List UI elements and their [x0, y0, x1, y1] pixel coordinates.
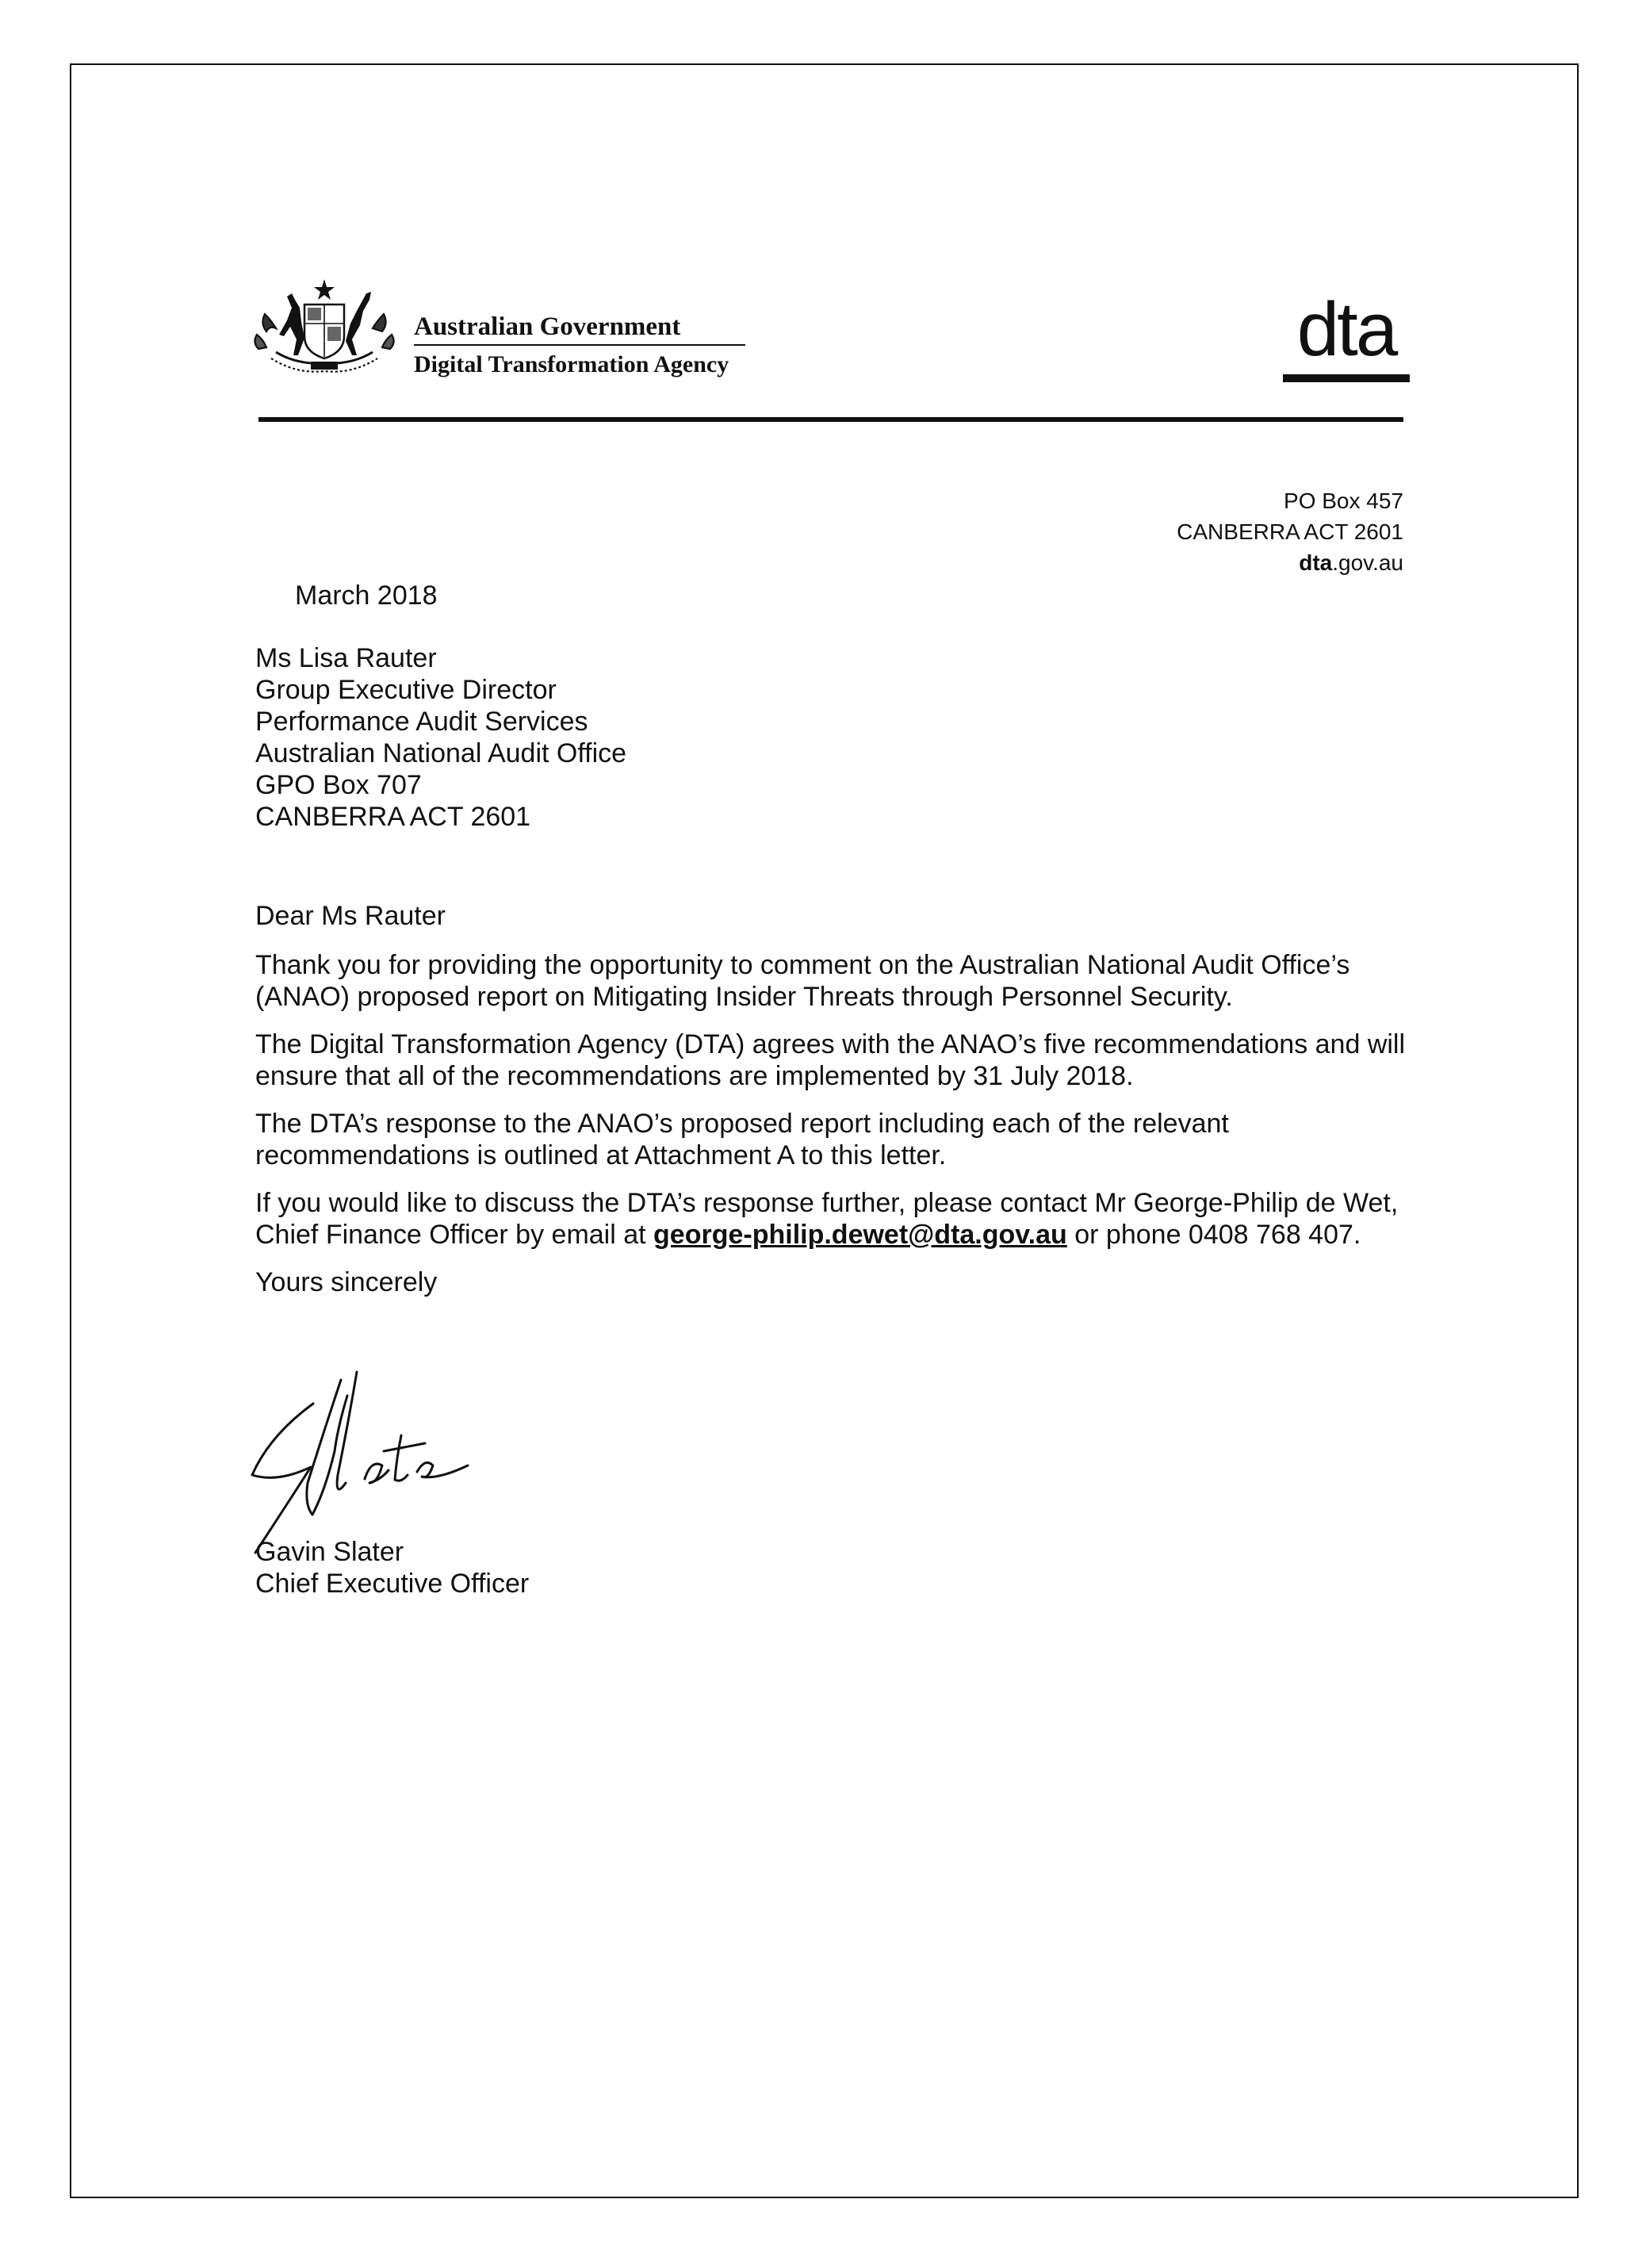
letterhead-divider [414, 344, 745, 346]
website-rest: .gov.au [1332, 550, 1403, 575]
paragraph-1: Thank you for providing the opportunity to comment on the Australian National Audit Office’s (ANAO) proposed report on Mitigating Insider Threats through Personnel Security. [255, 950, 1350, 1012]
sender-po-box: PO Box 457 [1284, 488, 1403, 513]
signatory-block [255, 1536, 529, 1599]
letter-body [255, 900, 1413, 1314]
letter-date: March 2018 [295, 580, 438, 611]
signatory-position: Chief Executive Officer [255, 1569, 530, 1599]
recipient-box: GPO Box 707 [255, 770, 422, 800]
recipient-address [255, 642, 626, 833]
coat-of-arms-icon [252, 276, 396, 379]
closing: Yours sincerely [255, 1267, 438, 1297]
sender-address [1177, 485, 1403, 578]
signatory-name: Gavin Slater [255, 1537, 404, 1567]
letterhead-text [414, 311, 747, 381]
dta-logo-text: dta [1296, 287, 1396, 372]
recipient-organisation: Australian National Audit Office [255, 738, 627, 768]
agency-name: Digital Transformation Agency [414, 351, 729, 377]
website-bold: dta [1299, 550, 1333, 575]
recipient-name: Ms Lisa Rauter [255, 643, 437, 673]
paragraph-4-end: or phone 0408 768 407. [1066, 1220, 1361, 1250]
email-link[interactable]: george-philip.dewet@dta.gov.au [653, 1220, 1067, 1250]
sender-city: CANBERRA ACT 2601 [1177, 519, 1403, 544]
header-divider [258, 417, 1403, 422]
dta-logo-bar [1283, 374, 1410, 382]
paragraph-4-start: If you would like to discuss the DTA’s response further, please contact Mr George-Philip de Wet, Chief Finance Officer by email at [255, 1188, 1399, 1250]
recipient-city: CANBERRA ACT 2601 [255, 802, 531, 832]
paragraph-2: The Digital Transformation Agency (DTA) agrees with the ANAO’s five recommendations and will ensure that all of the recommendations are implemented by 31 July 2018. [255, 1029, 1406, 1091]
government-name: Australian Government [414, 312, 681, 341]
handwritten-signature [238, 1364, 539, 1562]
recipient-division: Performance Audit Services [255, 707, 588, 737]
paragraph-4 [255, 1187, 1413, 1251]
salutation: Dear Ms Rauter [255, 901, 446, 931]
paragraph-3: The DTA’s response to the ANAO’s proposed report including each of the relevant recommendations is outlined at Attachment A to this letter. [255, 1109, 1229, 1170]
sender-website [1177, 547, 1403, 578]
dta-logo [1283, 287, 1410, 382]
recipient-title: Group Executive Director [255, 675, 557, 705]
